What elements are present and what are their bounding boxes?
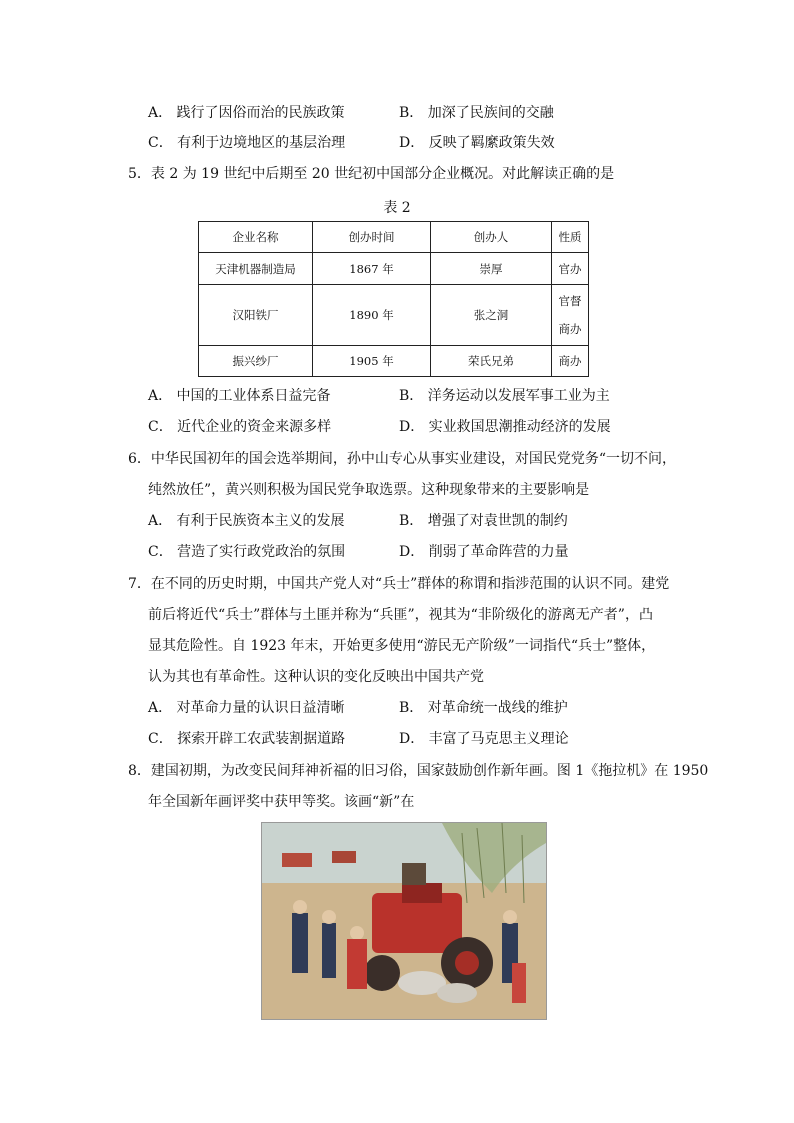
q7-line-2: 前后将近代“兵士”群体与土匪并称为“兵匪”，视其为“非阶级化的游离无产者”，凸 — [148, 607, 653, 623]
q5-option-b: B． 洋务运动以发展军事工业为主 — [399, 388, 610, 404]
cell-nature — [552, 285, 589, 346]
cell-year: 1890 年 — [313, 285, 431, 346]
table-row — [199, 285, 589, 346]
cell-nature-line1: 官督 — [558, 294, 582, 308]
q6-line-2: 纯然放任”，黄兴则积极为国民党争取选票。这种现象带来的主要影响是 — [148, 482, 590, 498]
tractor-painting-image — [261, 822, 547, 1020]
cell-nature: 官办 — [552, 253, 589, 285]
q7-line-4: 认为其也有革命性。这种认识的变化反映出中国共产党 — [148, 669, 484, 685]
cell-nature-line2: 商办 — [558, 322, 582, 336]
q5-stem: 5．表 2 为 19 世纪中后期至 20 世纪初中国部分企业概况。对此解读正确的是 — [128, 166, 615, 182]
q5-option-a: A． 中国的工业体系日益完备 — [148, 388, 331, 404]
q6-option-a: A． 有利于民族资本主义的发展 — [148, 513, 345, 529]
q5-option-c: C． 近代企业的资金来源多样 — [148, 419, 332, 435]
table-row — [199, 253, 589, 285]
header-founder: 创办人 — [431, 222, 552, 253]
q6-option-b: B． 增强了对袁世凯的制约 — [399, 513, 568, 529]
q7-option-b: B． 对革命统一战线的维护 — [399, 700, 568, 716]
q7-line-3: 显其危险性。自 1923 年末，开始更多使用“游民无产阶级”一词指代“兵士”整体， — [148, 638, 656, 654]
cell-year: 1905 年 — [313, 346, 431, 377]
q6-option-d: D． 削弱了革命阵营的力量 — [399, 544, 569, 560]
header-nature: 性质 — [552, 222, 589, 253]
header-year: 创办时间 — [313, 222, 431, 253]
cell-founder: 荣氏兄弟 — [431, 346, 552, 377]
table-caption: 表 2 — [383, 200, 411, 216]
header-name: 企业名称 — [199, 222, 313, 253]
cell-year: 1867 年 — [313, 253, 431, 285]
cell-founder: 崇厚 — [431, 253, 552, 285]
q6-line-1: 6．中华民国初年的国会选举期间，孙中山专心从事实业建设，对国民党党务“一切不问， — [128, 451, 677, 467]
cell-name: 汉阳铁厂 — [199, 285, 313, 346]
q6-option-c: C． 营造了实行政党政治的氛围 — [148, 544, 346, 560]
q7-option-a: A． 对革命力量的认识日益清晰 — [148, 700, 345, 716]
q8-line-1: 8．建国初期，为改变民间拜神祈福的旧习俗，国家鼓励创作新年画。图 1《拖拉机》在 1950 — [128, 763, 709, 779]
table-header-row — [199, 222, 589, 253]
cell-founder: 张之洞 — [431, 285, 552, 346]
q4-option-b: B． 加深了民族间的交融 — [399, 105, 554, 121]
q7-line-1: 7．在不同的历史时期，中国共产党人对“兵士”群体的称谓和指涉范围的认识不同。建党 — [128, 576, 670, 592]
table-row — [199, 346, 589, 377]
q4-option-c: C． 有利于边境地区的基层治理 — [148, 135, 346, 151]
q7-option-c: C． 探索开辟工农武装割据道路 — [148, 731, 346, 747]
cell-nature: 商办 — [552, 346, 589, 377]
q4-option-d: D． 反映了羁縻政策失效 — [399, 135, 555, 151]
q5-option-d: D． 实业救国思潮推动经济的发展 — [399, 419, 611, 435]
q7-option-d: D． 丰富了马克思主义理论 — [399, 731, 569, 747]
q8-line-2: 年全国新年画评奖中获甲等奖。该画“新”在 — [148, 794, 415, 810]
tractor-painting-illustration — [262, 823, 546, 1019]
q4-option-a: A． 践行了因俗而治的民族政策 — [148, 105, 345, 121]
cell-name: 振兴纱厂 — [199, 346, 313, 377]
cell-name: 天津机器制造局 — [199, 253, 313, 285]
enterprise-table — [198, 221, 589, 377]
